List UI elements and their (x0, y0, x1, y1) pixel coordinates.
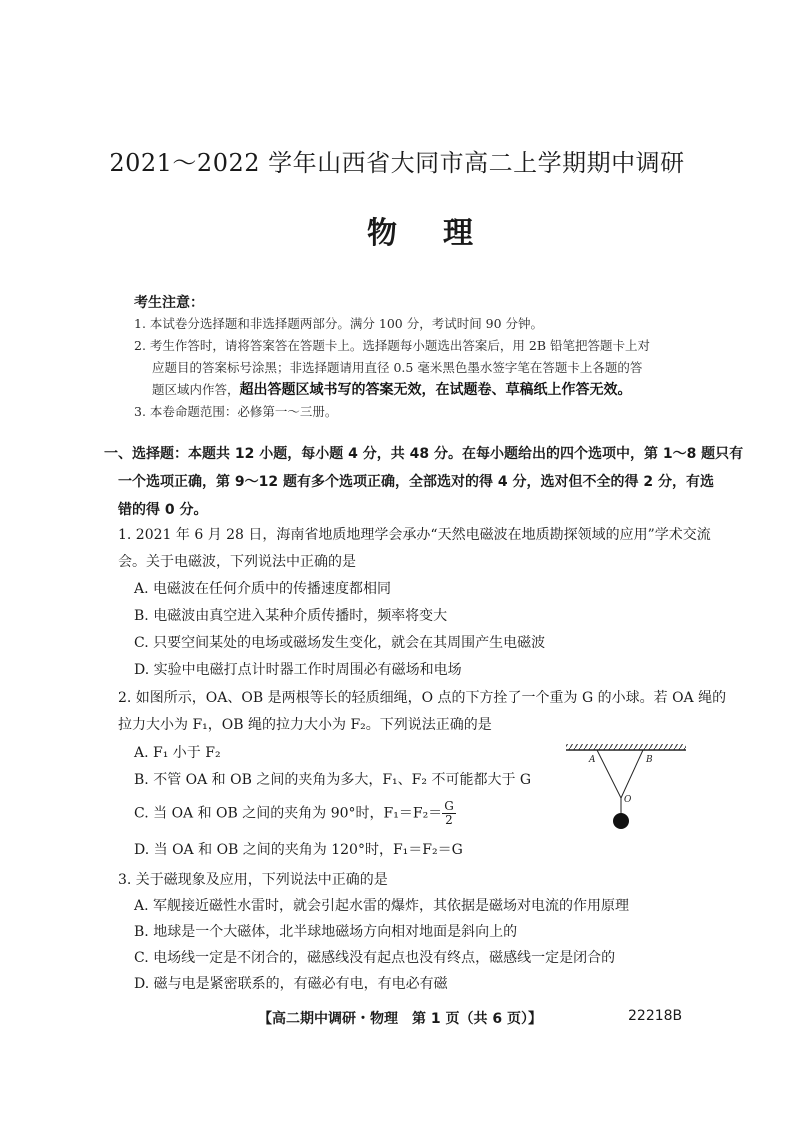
q2-option-b: B. 不管 OA 和 OB 之间的夹角为多大，F₁、F₂ 不可能都大于 G (134, 772, 532, 788)
q2-option-a: A. F₁ 小于 F₂ (134, 745, 221, 761)
notes-heading: 考生注意： (134, 295, 204, 311)
label-a: A (589, 755, 596, 765)
ball (613, 813, 629, 829)
label-b: B (646, 755, 653, 765)
q2-option-d: D. 当 OA 和 OB 之间的夹角为 120°时，F₁＝F₂＝G (134, 842, 463, 858)
q1-option-a: A. 电磁波在任何介质中的传播速度都相同 (134, 581, 392, 597)
q3-stem: 3. 关于磁现象及应用，下列说法中正确的是 (118, 872, 388, 888)
note-3: 3. 本卷命题范围：必修第一～三册。 (134, 404, 338, 419)
rope-ob (621, 750, 643, 798)
q3-option-a: A. 军舰接近磁性水雷时，就会引起水雷的爆炸，其依据是磁场对电流的作用原理 (134, 898, 630, 914)
q1-option-b: B. 电磁波由真空进入某种介质传播时，频率将变大 (134, 608, 448, 624)
label-o: O (624, 795, 632, 805)
subject-heading: 物理 (367, 216, 519, 251)
note-2-line-3 (152, 379, 632, 401)
note-2-plain: 题区域内作答， (152, 382, 240, 397)
fraction-numerator: G (444, 799, 454, 813)
q3-option-c: C. 电场线一定是不闭合的，磁感线没有起点也没有终点，磁感线一定是闭合的 (134, 950, 616, 966)
q2-option-c-text: C. 当 OA 和 OB 之间的夹角为 90°时，F₁＝F₂＝ (134, 805, 443, 822)
note-2-bold: 超出答题区域书写的答案无效，在试题卷、草稿纸上作答无效。 (239, 382, 632, 398)
note-2-line-2: 应题目的答案标号涂黑；非选择题请用直径 0.5 毫米黑色墨水签字笔在答题卡上各题的答 (152, 360, 643, 375)
ceiling-hatch (566, 744, 686, 750)
q3-option-b: B. 地球是一个大磁体，北半球地磁场方向相对地面是斜向上的 (134, 924, 518, 940)
q2-stem-line-2: 拉力大小为 F₁，OB 绳的拉力大小为 F₂。下列说法正确的是 (118, 717, 492, 733)
fraction-denominator: 2 (445, 813, 453, 827)
q3-option-d: D. 磁与电是紧密联系的，有磁必有电，有电必有磁 (134, 976, 448, 992)
q2-figure-pendulum (560, 740, 690, 840)
page-footer: 【高二期中调研・物理 第 1 页（共 6 页）】 (258, 1011, 542, 1027)
fraction-g-over-2 (442, 800, 456, 827)
note-1: 1. 本试卷分选择题和非选择题两部分。满分 100 分，考试时间 90 分钟。 (134, 316, 544, 331)
q1-stem-line-1: 1. 2021 年 6 月 28 日，海南省地质地理学会承办“天然电磁波在地质勘探领域的应用”学术交流 (118, 527, 711, 543)
section-1-line-1: 一、选择题：本题共 12 小题，每小题 4 分，共 48 分。在每小题给出的四个选项中，第 1～8 题只有 (104, 446, 744, 462)
paper-title: 2021～2022 学年山西省大同市高二上学期期中调研 (109, 149, 685, 177)
q1-stem-line-2: 会。关于电磁波，下列说法中正确的是 (118, 554, 356, 570)
rope-oa (597, 750, 621, 798)
q1-option-d: D. 实验中电磁打点计时器工作时周围必有磁场和电场 (134, 662, 462, 678)
section-1-line-2: 一个选项正确，第 9～12 题有多个选项正确，全部选对的得 4 分，选对但不全的得 2 分，有选 (118, 474, 714, 490)
section-1-line-3: 错的得 0 分。 (118, 502, 208, 518)
note-2-line-1: 2. 考生作答时，请将答案答在答题卡上。选择题每小题选出答案后，用 2B 铅笔把答题卡上对 (134, 338, 650, 353)
paper-code: 22218B (628, 1008, 683, 1024)
q2-stem-line-1: 2. 如图所示，OA、OB 是两根等长的轻质细绳，O 点的下方拴了一个重为 G 的小球。若 OA 绳的 (118, 690, 727, 706)
q2-option-c (134, 800, 456, 827)
q1-option-c: C. 只要空间某处的电场或磁场发生变化，就会在其周围产生电磁波 (134, 635, 546, 651)
